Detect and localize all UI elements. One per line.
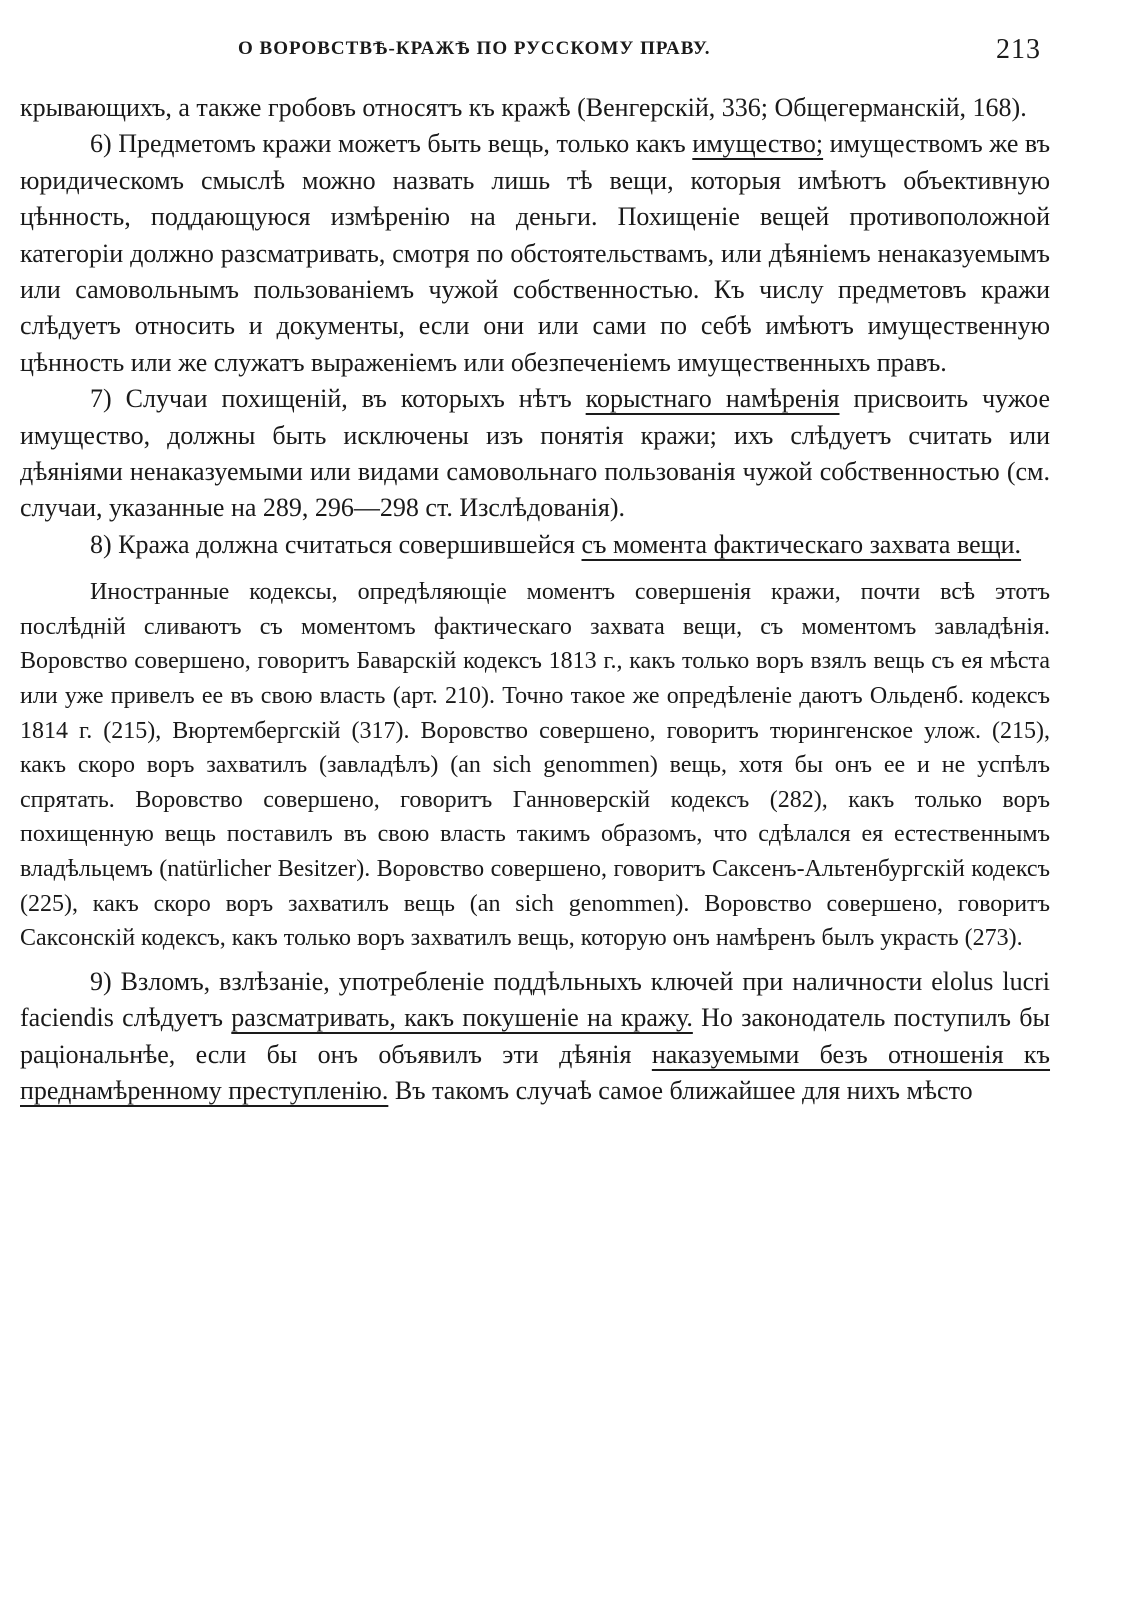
- paragraph-text: имуществомъ же въ юридическомъ смыслѣ можно назвать лишь тѣ вещи, которыя имѣютъ объективную цѣнность, поддающуюся измѣренію на деньги. Похищеніе вещей противоположной категоріи должно разсматривать, смотря по обстоятельствамъ, или дѣяніемъ ненаказуемымъ или самовольнымъ пользованіемъ чужой собственностью. Къ числу предметовъ кражи слѣдуетъ относить и документы, если они или сами по себѣ имѣютъ имущественную цѣнность или же служатъ выраженіемъ или обезпеченіемъ имущественныхъ правъ.: [20, 129, 1051, 377]
- paragraph-foreign-codes: [20, 575, 1050, 956]
- paragraph-text: присвоить чужое имущество, должны быть исключены изъ понятія кражи; ихъ слѣдуетъ считать или дѣяніями ненаказуемыми или видами самовольнаго пользованія чужой собственностью (см. случаи, указанные на 289, 296—298 ст. Изслѣдованія).: [20, 384, 1050, 523]
- underlined-text: корыстнаго намѣренія: [585, 384, 840, 414]
- paragraph-text: Иностранные кодексы, опредѣляющіе моментъ совершенія кражи, почти всѣ этотъ послѣдній сливаютъ съ моментомъ фактическаго захвата вещи, съ моментомъ завладѣнія. Воровство совершено, говоритъ Баварскій кодексъ 1813 г., какъ только воръ взялъ вещь съ ея мѣста или уже привелъ ее въ свою власть (арт. 210). Точно такое же опредѣленіе даютъ Ольденб. кодексъ 1814 г. (215), Вюртембергскій (317). Воровство совершено, говоритъ тюрингенское улож. (215), какъ скоро воръ захватилъ (завладѣлъ) (an sich genommen) вещь, хотя бы онъ ее и не успѣлъ спрятать. Воровство совершено, говоритъ Ганноверскій кодексъ (282), какъ только воръ похищенную вещь поставилъ въ свою власть такимъ образомъ, что сдѣлался ея естественнымъ владѣльцемъ (natürlicher Besitzer). Воровство совершено, говоритъ Саксенъ-Альтенбургскій кодексъ (225), какъ скоро воръ захватилъ вещь (an sich genommen). Воровство совершено, говоритъ Саксонскій кодексъ, какъ только воръ захватилъ вещь, которую онъ намѣренъ былъ украсть (273).: [20, 579, 1050, 952]
- underlined-text: съ момента фактическаго захвата вещи.: [581, 529, 1022, 559]
- paragraph-text: 7) Случаи похищеній, въ которыхъ нѣтъ: [90, 384, 586, 414]
- paragraph-continuation: [20, 90, 1050, 126]
- underlined-text: имущество;: [692, 129, 824, 159]
- paragraph-6: [20, 126, 1050, 381]
- underlined-text: разсматривать, какъ покушеніе на кражу.: [231, 1003, 693, 1033]
- paragraph-text: 6) Предметомъ кражи можетъ быть вещь, только какъ: [90, 129, 693, 159]
- page-number: 213: [996, 34, 1041, 65]
- underlined-text: наказуемыми безъ отношенія къ преднамѣренному преступленію.: [20, 1039, 1051, 1106]
- paragraph-8: [20, 527, 1050, 563]
- paragraph-text: Въ такомъ случаѣ самое ближайшее для нихъ мѣсто: [388, 1076, 973, 1106]
- paragraph-text: 8) Кража должна считаться совершившейся: [90, 529, 582, 559]
- paragraph-9: [20, 964, 1050, 1110]
- paragraph-7: [20, 381, 1050, 527]
- paragraph-text: крывающихъ, а также гробовъ относятъ къ кражѣ (Венгерскій, 336; Общегерманскій, 168).: [20, 93, 1027, 122]
- paragraph-text: 9) Взломъ, взлѣзаніе, употребленіе поддѣльныхъ ключей при наличности elolus lucri faciendis слѣдуетъ: [20, 966, 1050, 1033]
- running-title: О ВОРОВСТВѢ-КРАЖѢ ПО РУССКОМУ ПРАВУ.: [238, 38, 711, 59]
- paragraph-text: Но законодатель поступилъ бы раціональнѣе, если бы онъ объявилъ эти дѣянія: [20, 1003, 1050, 1069]
- page-body: [20, 90, 1050, 1109]
- page-header: [0, 34, 1140, 70]
